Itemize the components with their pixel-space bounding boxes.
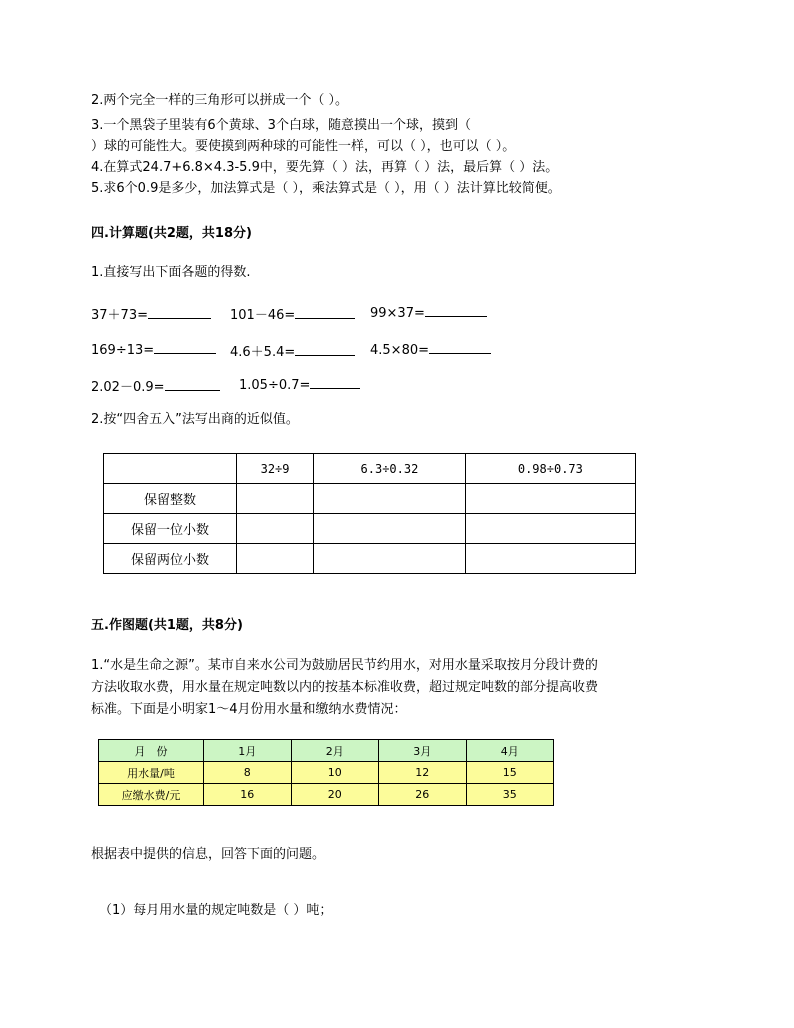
table-cell: 15 <box>466 762 554 784</box>
table-cell: 35 <box>466 784 554 806</box>
instruction-text: 根据表中提供的信息，回答下面的问题。 <box>91 847 326 862</box>
answer-cell[interactable] <box>237 544 314 574</box>
table-cell: 26 <box>379 784 467 806</box>
problem-intro-line-2: 方法收取水费，用水量在规定吨数以内的按基本标准收费，超过规定吨数的部分提高收费 <box>91 680 599 695</box>
table-row-label: 用水量/吨 <box>99 762 204 784</box>
table-cell: 16 <box>204 784 292 806</box>
answer-blank[interactable] <box>154 341 216 354</box>
answer-blank[interactable] <box>425 304 487 317</box>
answer-cell[interactable] <box>465 544 635 574</box>
table-header-cell: 4月 <box>466 740 554 762</box>
table-cell: 12 <box>379 762 467 784</box>
table-header-cell: 0.98÷0.73 <box>465 454 635 484</box>
table-header-cell: 32÷9 <box>237 454 314 484</box>
answer-cell[interactable] <box>314 544 466 574</box>
table-row-label: 保留两位小数 <box>104 544 237 574</box>
question-5: 5.求6个0.9是多少，加法算式是（ ），乘法算式是（ ），用（ ）法计算比较简便。 <box>91 181 561 196</box>
answer-blank[interactable] <box>165 378 220 391</box>
section-4-heading: 四.计算题(共2题，共18分) <box>91 226 252 241</box>
calc-item: 2.02－0.9= <box>91 376 220 395</box>
table-header-cell: 1月 <box>204 740 292 762</box>
table-row-label: 保留一位小数 <box>104 514 237 544</box>
answer-cell[interactable] <box>237 514 314 544</box>
calc-item: 4.5×80= <box>370 341 491 358</box>
answer-blank[interactable] <box>295 306 355 319</box>
problem-intro-line-1: 1.“水是生命之源”。某市自来水公司为鼓励居民节约用水，对用水量采取按月分段计费的 <box>91 658 598 673</box>
table-header-cell: 月 份 <box>99 740 204 762</box>
answer-blank[interactable] <box>429 341 491 354</box>
calc-item: 101－46= <box>230 304 355 323</box>
calc-question-1-title: 1.直接写出下面各题的得数. <box>91 265 251 280</box>
answer-blank[interactable] <box>148 306 211 319</box>
question-2: 2.两个完全一样的三角形可以拼成一个（ ）。 <box>91 93 349 108</box>
answer-blank[interactable] <box>310 376 360 389</box>
table-cell: 8 <box>204 762 292 784</box>
table-row-label: 保留整数 <box>104 484 237 514</box>
water-usage-table <box>98 739 554 806</box>
table-header-cell: 6.3÷0.32 <box>314 454 466 484</box>
section-5-heading: 五.作图题(共1题，共8分) <box>91 618 243 633</box>
answer-cell[interactable] <box>314 514 466 544</box>
table-cell: 20 <box>291 784 379 806</box>
sub-question-1: （1）每月用水量的规定吨数是（ ）吨； <box>99 903 333 918</box>
calc-item: 169÷13= <box>91 341 216 358</box>
approximation-table <box>103 453 636 574</box>
table-header-cell: 3月 <box>379 740 467 762</box>
question-3-line-2: ）球的可能性大。要使摸到两种球的可能性一样，可以（ ），也可以（ ）。 <box>91 139 516 154</box>
table-row-label: 应缴水费/元 <box>99 784 204 806</box>
table-header-cell: 2月 <box>291 740 379 762</box>
calc-question-2-title: 2.按“四舍五入”法写出商的近似值。 <box>91 412 299 427</box>
answer-cell[interactable] <box>465 514 635 544</box>
question-3-line-1: 3.一个黑袋子里装有6个黄球、3个白球，随意摸出一个球，摸到（ <box>91 118 471 133</box>
answer-cell[interactable] <box>237 484 314 514</box>
answer-cell[interactable] <box>314 484 466 514</box>
table-corner-cell <box>104 454 237 484</box>
calc-item: 4.6＋5.4= <box>230 341 355 360</box>
calc-item: 37＋73= <box>91 304 211 323</box>
calc-item: 1.05÷0.7= <box>239 376 360 393</box>
table-cell: 10 <box>291 762 379 784</box>
problem-intro-line-3: 标准。下面是小明家1～4月份用水量和缴纳水费情况： <box>91 702 407 717</box>
answer-cell[interactable] <box>465 484 635 514</box>
answer-blank[interactable] <box>295 343 355 356</box>
calc-item: 99×37= <box>370 304 487 321</box>
question-4: 4.在算式24.7+6.8×4.3-5.9中，要先算（ ）法，再算（ ）法，最后算（ ）法。 <box>91 160 559 175</box>
